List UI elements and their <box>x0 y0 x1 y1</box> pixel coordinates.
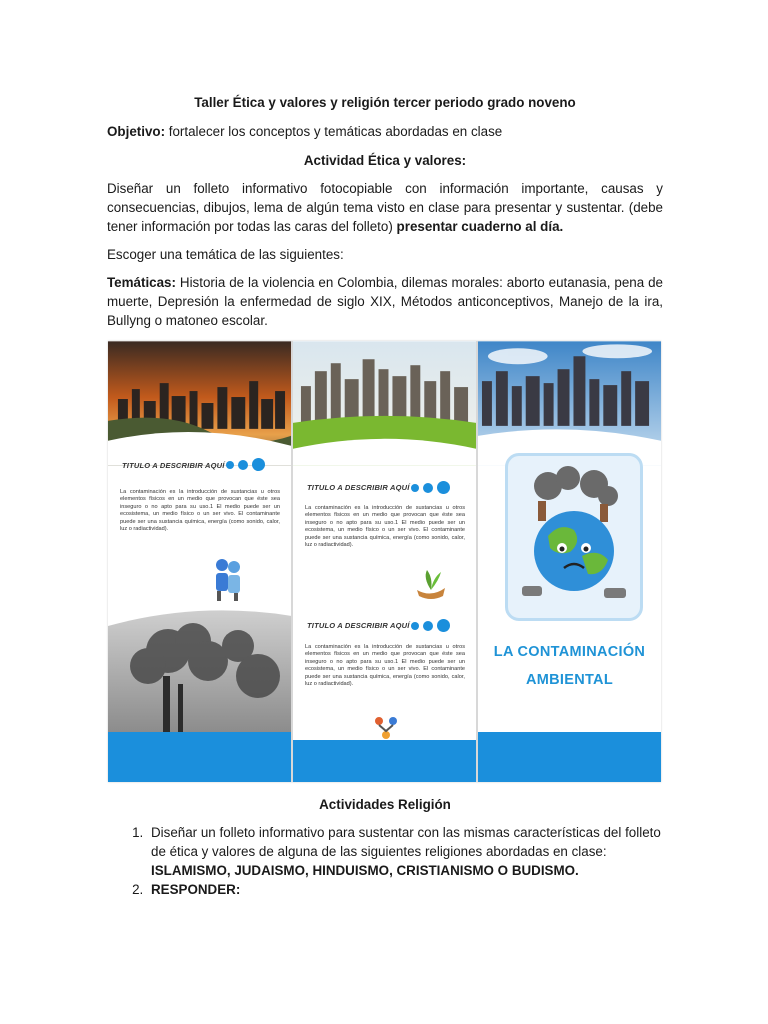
smoke-chimney-image <box>108 606 292 736</box>
religion-list <box>107 823 667 899</box>
choose-topic: Escoger una temática de las siguientes: <box>107 247 344 262</box>
people-icon <box>208 553 248 603</box>
ethics-description-bold: presentar cuaderno al día. <box>396 219 564 234</box>
religion-heading: Actividades Religión <box>319 797 451 812</box>
objective-text: fortalecer los conceptos y temáticas abordadas en clase <box>165 124 503 139</box>
dot-icon <box>437 619 450 632</box>
dot-icon <box>411 484 419 492</box>
list-item-text: Diseñar un folleto informativo para sustentar con las mismas características del folleto de ética y valores de alguna de las siguientes religiones abordadas en clase: <box>151 825 661 859</box>
ethics-description-text: Diseñar un folleto informativo fotocopiable con información importante, causas y consecuencias, dibujos, lema de algún tema visto en clase para presentar y sustentar. (debe tener información por todas las caras del folleto) <box>107 181 663 234</box>
brochure-panel-cover <box>478 341 661 782</box>
ethics-description <box>107 179 663 236</box>
objective-label: Objetivo: <box>107 124 166 139</box>
topics-label: Temáticas: <box>107 275 176 290</box>
topics <box>107 273 663 330</box>
section-body: La contaminación es la introducción de sustancias u otros elementos físicos en un medio que provocan que éste sea inseguro o no apto para su uso.1 El medio puede ser un ecosistema, un medio físico o un ser vivo. El contaminante puede ser una sustancia química, energía (como sonido, calor, luz o radiactividad). <box>305 505 465 549</box>
brochure-panel-left <box>108 341 293 782</box>
title-dots <box>411 481 450 494</box>
dot-icon <box>423 483 433 493</box>
list-item-bold: RESPONDER: <box>151 882 241 897</box>
earth-pollution-illustration <box>505 453 643 621</box>
section-body: La contaminación es la introducción de sustancias u otros elementos físicos en un medio que provocan que éste sea inseguro o no apto para su uso.1 El medio puede ser un ecosistema, un medio físico o un ser vivo. El contaminante puede ser una sustancia química, energía (como sonido, calor, luz o radiactividad). <box>305 644 465 688</box>
section-body: La contaminación es la introducción de sustancias u otros elementos físicos en un medio que provocan que éste sea inseguro o no apto para su uso.1 El medio puede ser un ecosistema, un medio físico o un ser vivo. El contaminante puede ser una sustancia química, energía (como sonido, calor, luz o radiactividad). <box>120 489 280 533</box>
green-city-image <box>293 341 476 466</box>
ethics-heading: Actividad Ética y valores: <box>303 153 467 168</box>
brochure-image <box>108 341 661 782</box>
dot-icon <box>411 622 419 630</box>
blue-wave-footer <box>293 740 476 782</box>
list-item <box>147 880 667 899</box>
section-title: TITULO A DESCRIBIR AQUÍ <box>122 461 225 470</box>
list-item-bold: ISLAMISMO, JUDAISMO, HINDUISMO, CRISTIANISMO O BUDISMO. <box>151 863 579 878</box>
list-item <box>147 823 667 880</box>
page-title: Taller Ética y valores y religión tercer periodo grado noveno <box>194 95 576 110</box>
dot-icon <box>252 458 265 471</box>
blue-wave-footer <box>108 732 291 782</box>
plant-hand-icon <box>413 566 449 602</box>
dot-icon <box>437 481 450 494</box>
title-dots <box>411 619 450 632</box>
dot-icon <box>423 621 433 631</box>
dot-icon <box>238 460 248 470</box>
title-dots <box>226 458 265 471</box>
section-title: TITULO A DESCRIBIR AQUÍ <box>307 621 410 630</box>
cover-title-line2: AMBIENTAL <box>525 672 613 688</box>
objective <box>107 122 663 141</box>
blue-wave-footer <box>478 732 661 782</box>
blue-city-image <box>478 341 661 466</box>
dot-icon <box>226 461 234 469</box>
section-title: TITULO A DESCRIBIR AQUÍ <box>307 483 410 492</box>
cover-title-line1: LA CONTAMINACIÓN <box>493 644 646 660</box>
people-circle-icon <box>371 713 401 743</box>
topics-text: Historia de la violencia en Colombia, dilemas morales: aborto eutanasia, pena de muerte, Depresión la enfermedad de siglo XIX, Métodos anticonceptivos, Manejo de la ira, Bullyng o matoneo escolar. <box>107 275 663 328</box>
sad-earth-icon <box>508 456 640 618</box>
polluted-city-image <box>108 341 291 466</box>
brochure-panel-middle <box>293 341 478 782</box>
